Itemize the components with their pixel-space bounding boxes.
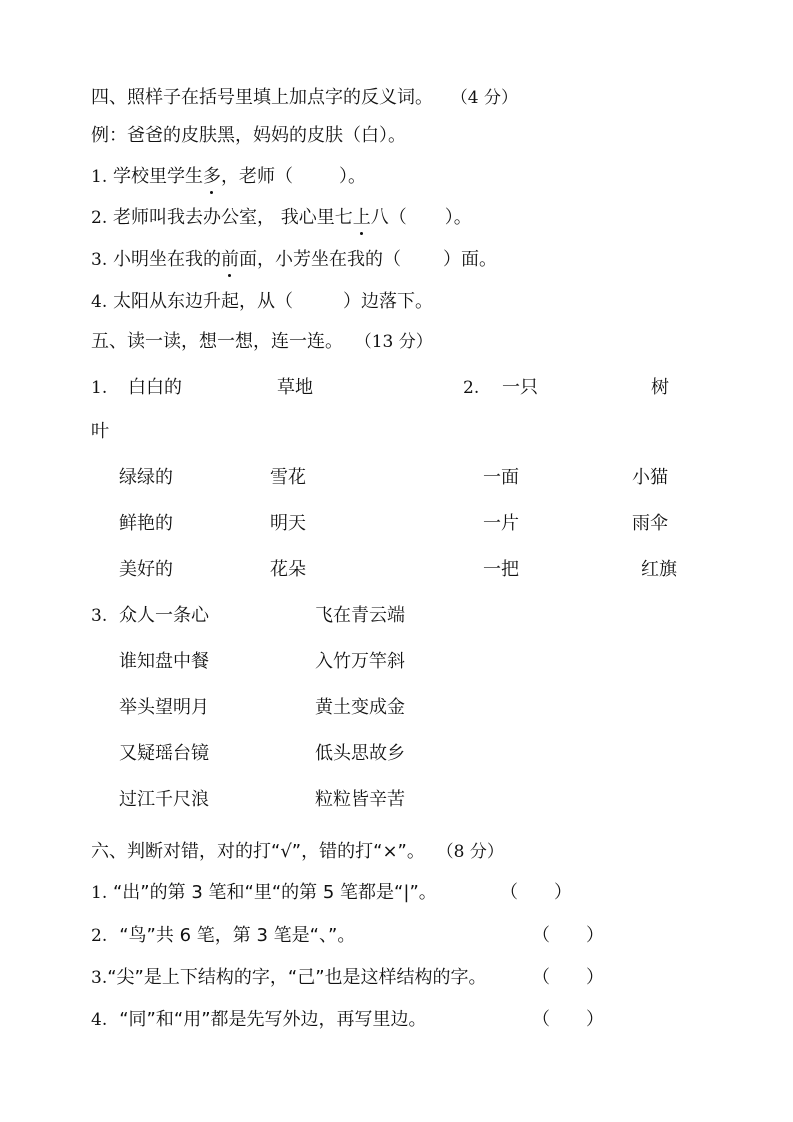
- question-text: ）。: [444, 207, 472, 228]
- group-1-number: 1.: [91, 378, 108, 398]
- section-4-title: [91, 87, 518, 109]
- match-right-item[interactable]: 明天: [270, 513, 306, 534]
- match-right-item-part: 叶: [91, 421, 109, 442]
- answer-paren[interactable]: （ ）: [500, 882, 572, 903]
- question-number: 1.: [91, 883, 108, 903]
- answer-paren[interactable]: （ ）: [532, 967, 604, 988]
- question-item: [91, 291, 433, 313]
- question-text: 太阳从东边升起，从（: [112, 291, 293, 312]
- question-text: 小明坐在我的: [112, 249, 221, 270]
- match-left-item[interactable]: 一只: [502, 377, 538, 398]
- question-item: [91, 166, 366, 188]
- question-text: ）。: [338, 166, 366, 187]
- section-6-score: （8 分）: [436, 842, 504, 862]
- dotted-char: 多: [202, 166, 221, 187]
- match-right-item[interactable]: 低头思故乡: [315, 743, 405, 764]
- question-number: 1.: [91, 167, 108, 187]
- question-item: [91, 249, 497, 271]
- match-left-item[interactable]: 一面: [483, 467, 519, 488]
- match-right-item[interactable]: 飞在青云端: [315, 605, 405, 626]
- question-text: “尖”是上下结构的字，“己”也是这样结构的字。: [107, 967, 487, 988]
- question-text: ，老师（: [220, 166, 293, 187]
- question-number: 2.: [91, 926, 108, 946]
- match-left-item[interactable]: 谁知盘中餐: [119, 651, 209, 672]
- match-right-item[interactable]: 小猫: [632, 467, 668, 488]
- section-4-example: 例：爸爸的皮肤黑，妈妈的皮肤（白）。: [91, 125, 406, 146]
- section-5-title: [91, 331, 433, 353]
- question-text: ）边落下。: [342, 291, 433, 312]
- match-left-item[interactable]: 一把: [483, 559, 519, 580]
- match-left-item[interactable]: 众人一条心: [119, 605, 209, 626]
- question-text: 老师叫我去办公室， 我心里七: [112, 207, 353, 228]
- match-right-item[interactable]: 草地: [277, 377, 313, 398]
- question-number: 3.: [91, 250, 108, 270]
- question-text: 面，小芳坐在我的（: [238, 249, 401, 270]
- match-right-item-part: 树: [651, 377, 669, 398]
- match-left-item[interactable]: 一片: [483, 513, 519, 534]
- match-right-item[interactable]: 红旗: [641, 559, 677, 580]
- judge-item: [91, 1009, 427, 1031]
- question-number: 4.: [91, 292, 108, 312]
- match-left-item[interactable]: 美好的: [119, 559, 173, 580]
- judge-item: [91, 925, 355, 947]
- match-left-item[interactable]: 鲜艳的: [119, 513, 173, 534]
- question-text: 学校里学生: [112, 166, 203, 187]
- section-4-score: （4 分）: [450, 88, 518, 108]
- answer-paren[interactable]: （ ）: [532, 1009, 604, 1030]
- match-right-item[interactable]: 粒粒皆辛苦: [315, 789, 405, 810]
- match-right-item[interactable]: 入竹万竿斜: [315, 651, 405, 672]
- question-text: 八（: [370, 207, 407, 228]
- question-text: “鸟”共 6 笔，第 3 笔是“、”。: [119, 925, 356, 946]
- group-3-number: 3.: [91, 606, 108, 626]
- match-right-item[interactable]: 花朵: [270, 559, 306, 580]
- question-text: “同”和“用”都是先写外边，再写里边。: [119, 1009, 427, 1030]
- match-left-item[interactable]: 举头望明月: [119, 697, 209, 718]
- section-4-heading: 四、照样子在括号里填上加点字的反义词。: [91, 87, 433, 108]
- section-5-heading: 五、读一读，想一想，连一连。: [91, 331, 343, 352]
- question-number: 4.: [91, 1010, 108, 1030]
- match-right-item[interactable]: 雨伞: [632, 513, 668, 534]
- dotted-char: 前: [220, 249, 239, 270]
- match-left-item[interactable]: 绿绿的: [119, 467, 173, 488]
- answer-paren[interactable]: （ ）: [532, 925, 604, 946]
- question-item: [91, 207, 472, 229]
- section-5-score: （13 分）: [354, 332, 433, 352]
- match-left-item[interactable]: 过江千尺浪: [119, 789, 209, 810]
- section-6-title: [91, 841, 504, 863]
- question-number: 3.: [91, 968, 108, 988]
- judge-item: [91, 967, 487, 989]
- match-left-item[interactable]: 又疑瑶台镜: [119, 743, 209, 764]
- match-right-item[interactable]: 黄土变成金: [315, 697, 405, 718]
- question-text: “出”的第 3 笔和“里“的第 5 笔都是“|”。: [112, 882, 437, 903]
- section-6-heading: 六、判断对错，对的打“√”，错的打“×”。: [91, 841, 425, 862]
- dotted-char: 上: [352, 207, 371, 228]
- match-right-item[interactable]: 雪花: [270, 467, 306, 488]
- question-text: ）面。: [442, 249, 497, 270]
- question-number: 2.: [91, 208, 108, 228]
- group-2-number: 2.: [463, 378, 480, 398]
- match-left-item[interactable]: 白白的: [128, 377, 182, 398]
- judge-item: [91, 882, 437, 904]
